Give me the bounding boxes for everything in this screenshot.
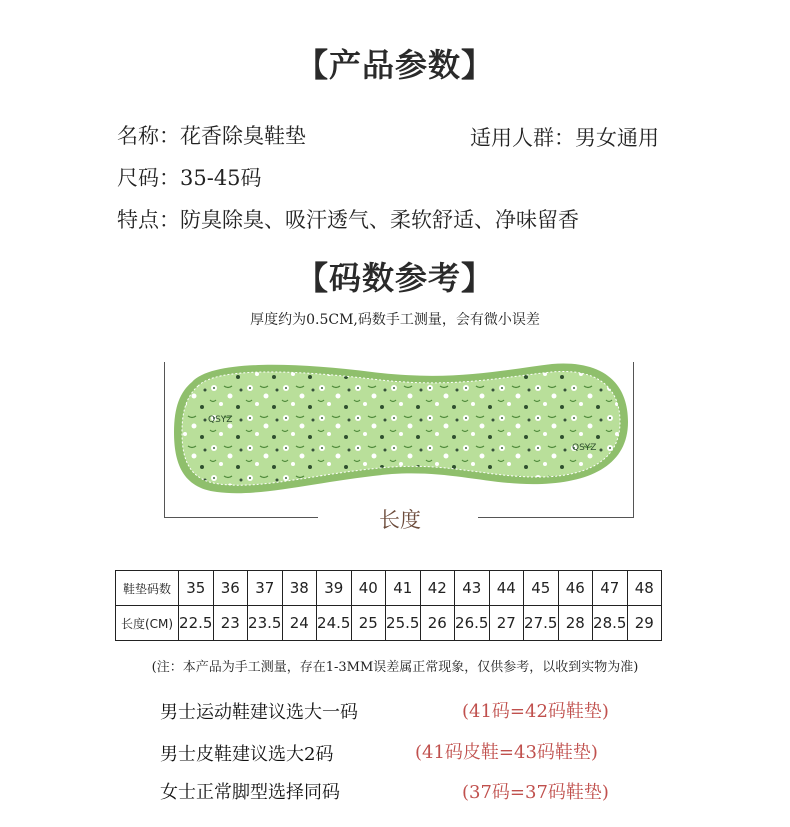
- table-cell: 39: [317, 571, 352, 606]
- params-title: 【产品参数】: [295, 46, 494, 84]
- length-bracket-right: [633, 362, 634, 517]
- table-cell: 36: [213, 571, 248, 606]
- table-cell: 46: [558, 571, 593, 606]
- insole-image: [172, 352, 630, 500]
- size-title: 【码数参考】: [295, 259, 494, 297]
- table-cell: 37: [248, 571, 283, 606]
- recommendation-text: 男士皮鞋建议选大2码: [160, 744, 334, 765]
- table-cell: 27.5: [524, 606, 559, 641]
- table-cell: 35: [179, 571, 214, 606]
- table-cell: 26.5: [455, 606, 490, 641]
- thickness-note: 厚度约为0.5CM,码数手工测量，会有微小误差: [250, 312, 540, 328]
- table-cell: 25: [351, 606, 386, 641]
- table-cell: 44: [489, 571, 524, 606]
- table-cell: 42: [420, 571, 455, 606]
- recommendation-text: 女士正常脚型选择同码: [160, 782, 340, 803]
- size-table: [115, 570, 662, 641]
- length-line-left: [164, 517, 318, 518]
- table-cell: 27: [489, 606, 524, 641]
- table-cell: 24.5: [317, 606, 352, 641]
- table-cell: 40: [351, 571, 386, 606]
- table-cell: 24: [282, 606, 317, 641]
- table-cell: 48: [627, 571, 662, 606]
- table-cell: 43: [455, 571, 490, 606]
- table-cell: 38: [282, 571, 317, 606]
- footnote: (注：本产品为手工测量，存在1-3MM误差属正常现象，仅供参考，以收到实物为准): [151, 660, 639, 675]
- table-cell: 25.5: [386, 606, 421, 641]
- recommendation-note: (41码=42码鞋垫): [462, 701, 609, 722]
- length-label: 长度: [379, 508, 421, 532]
- insole-brand-left: QSYZ: [208, 415, 233, 425]
- table-cell: 29: [627, 606, 662, 641]
- table-cell: 22.5: [179, 606, 214, 641]
- product-name: 名称：花香除臭鞋垫: [117, 124, 306, 148]
- table-row-sizes: [116, 571, 662, 606]
- product-crowd: 适用人群：男女通用: [470, 126, 659, 150]
- length-line-right: [478, 517, 634, 518]
- length-bracket-left: [164, 362, 165, 517]
- table-cell: 41: [386, 571, 421, 606]
- table-cell: 23: [213, 606, 248, 641]
- recommendation-text: 男士运动鞋建议选大一码: [160, 702, 358, 723]
- table-row-lengths: [116, 606, 662, 641]
- table-row-header-length: 长度(CM): [116, 606, 179, 641]
- insole-brand-right: QSYZ: [572, 443, 597, 453]
- table-row-header-size: 鞋垫码数: [116, 571, 179, 606]
- product-features: 特点：防臭除臭、吸汗透气、柔软舒适、净味留香: [117, 208, 579, 232]
- table-cell: 28.5: [593, 606, 628, 641]
- table-cell: 28: [558, 606, 593, 641]
- product-size: 尺码：35-45码: [117, 166, 262, 190]
- recommendation-note: (37码=37码鞋垫): [462, 782, 609, 803]
- table-cell: 23.5: [248, 606, 283, 641]
- recommendation-note: (41码皮鞋=43码鞋垫): [415, 742, 598, 763]
- table-cell: 45: [524, 571, 559, 606]
- table-cell: 47: [593, 571, 628, 606]
- table-cell: 26: [420, 606, 455, 641]
